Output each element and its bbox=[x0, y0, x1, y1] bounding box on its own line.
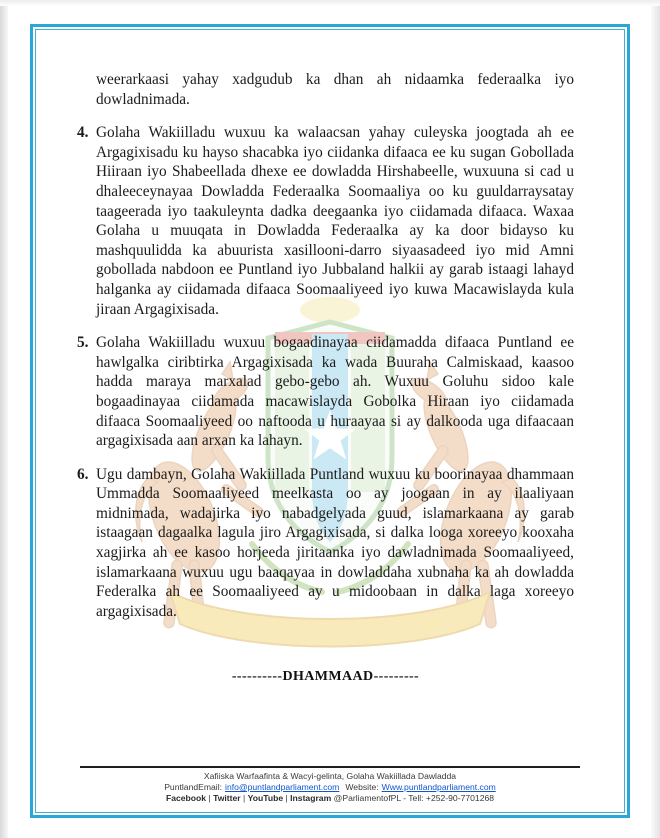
paragraph-number: 5. bbox=[77, 334, 89, 352]
paragraph-text: Golaha Wakiilladu wuxuu ka walaacsan yahay culeyska joogtada ah ee Argagixisadu ku hayso shacabka iyo ciidanka difaaca ee ku sugan Gobollada Hiiraan iyo Shabeellada dhexe ee dowladda Hirshabeelle, wuxuuna si cad u dhaleeceynayaa Dowladda Federaalka Soomaaliya oo ku guuldarraysatay taageerada iyo taakuleynta dadka deegaanka iyo ciidamada difaaca. Waxaa Golaha u muuqata in Dowladda Federaalka ay ka door bidayso ku mashquulidda ka abuurista xasillooni-darro siyaasadeed iyo mid Amni gobollada nabdoon ee Puntland iyo Jubbaland halkii ay garab istaagi lahayd halganka ay ciidamada difaaca Soomaaliyeed iyo kuwa Macawislayda kula jiraan Argagixisada. bbox=[96, 124, 574, 318]
paragraph-number: 6. bbox=[77, 465, 89, 483]
end-marker: ----------DHAMMAAD--------- bbox=[231, 669, 420, 685]
scan-edge-left bbox=[0, 0, 8, 838]
numbered-paragraph-4 bbox=[77, 123, 574, 319]
facebook-label: Facebook bbox=[165, 793, 207, 803]
office-name: Xafiiska Warfaafinta & Wacyi-gelinta, Golaha Wakiillada Dawladda Puntland bbox=[164, 771, 457, 792]
social-handle-phone: @ParliamentofPL - Tell: +252-90-7701268 bbox=[331, 793, 495, 803]
footer-rule bbox=[80, 766, 580, 768]
numbered-paragraph-6 bbox=[77, 465, 574, 622]
intro-paragraph: weerarkaasi yahay xadgudub ka dhan ah nidaamka federaalka iyo dowladnimada. bbox=[96, 71, 574, 108]
document-body bbox=[77, 70, 574, 687]
website-label: Website: bbox=[345, 782, 379, 792]
separator: | bbox=[283, 793, 291, 803]
paragraph-text: Ugu dambayn, Golaha Wakiillada Puntland wuxuu ku boorinayaa dhammaan Ummadda Soomaaliyeed meelkasta oo ay joogaan in ay ilaaliyaan midnimada, wadajirka iyo nabadgelyada guud, islamarkaana ay garab istaagaan dagaalka lagula jiro Argagixisada, si dalka looga xoreeyo kooxaha xagjirka ah ee kasoo horjeeda jiritaanka iyo dawladnimada Soomaaliyeed, islamarkaana wuxuu ugu baaqayaa in dowladdaha xubnaha ka ah dowladda Federalka ah ee Soomaaliyeed ay u midoobaan in dalka laga xoreeyo argagixisada. bbox=[96, 465, 574, 620]
numbered-paragraph-5 bbox=[77, 333, 574, 451]
twitter-label: Twitter bbox=[213, 793, 241, 803]
website-link[interactable]: Www.puntlandparliament.com bbox=[381, 782, 496, 792]
youtube-label: YouTube bbox=[247, 793, 284, 803]
footer-contact-line bbox=[80, 771, 580, 793]
paragraph-text: Golaha Wakiilladu wuxuu bogaadinayaa ciidamadda difaaca Puntland ee hawlgalka ciribtirka Argagixisada ka wada Buuraha Calmiskaad, kaasoo hadda maraya marxalad gebo-gebo ah. Wuxuu Goluhu sidoo kale bogaadinayaa ciidamada macawislayda Gobolka Hiraan iyo ciidamada difaaca Soomaaliyeed oo naftooda u huraayaa si ay dalkooda uga difaacaan argagixisada aan arxan ka lahayn. bbox=[96, 334, 574, 450]
footer bbox=[80, 766, 580, 804]
instagram-label: Instagram bbox=[290, 793, 332, 803]
scan-edge-top bbox=[0, 0, 660, 6]
email-link[interactable]: info@puntlandparliament.com bbox=[225, 782, 340, 792]
separator: | bbox=[206, 793, 214, 803]
separator: | bbox=[240, 793, 248, 803]
paragraph-number: 4. bbox=[77, 124, 89, 142]
scan-edge-right bbox=[651, 0, 660, 838]
footer-social-line bbox=[80, 793, 580, 804]
email-label: Email: bbox=[198, 782, 223, 792]
